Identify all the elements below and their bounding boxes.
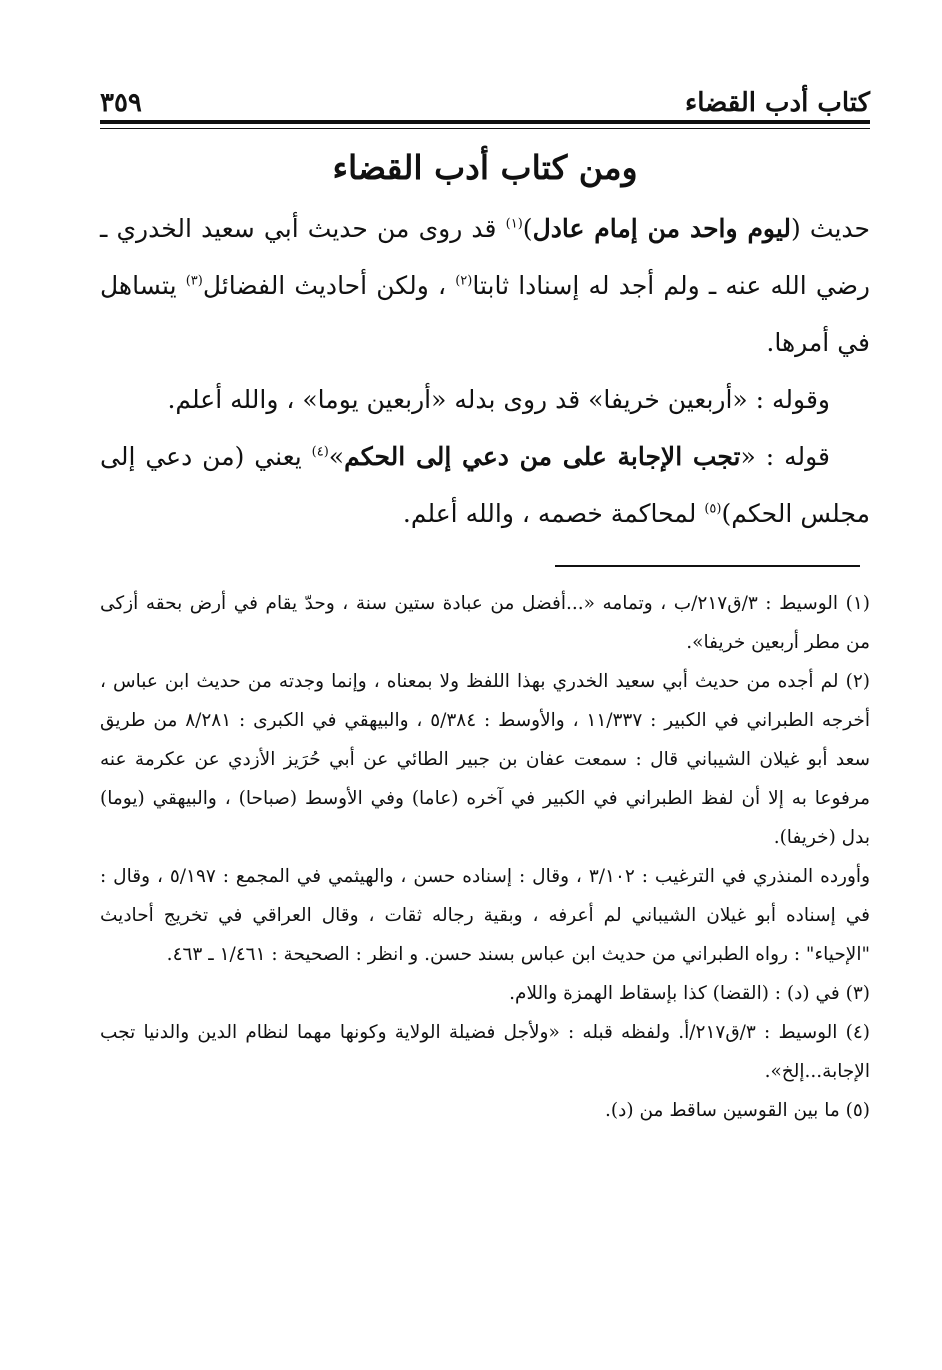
text-run: يعني (من دعي إلى مجلس الحكم) [100,442,870,528]
footnote-ref: (٥) [704,501,722,517]
text-run: يتساهل في أمرها. [100,271,870,357]
main-text [100,200,870,542]
hadith-quote: ليوم واحد من إمام عادل [532,214,792,243]
footnote-1: (١) الوسيط : ٣/ق٢١٧/ب ، وتمامه «...أفضل من عبادة ستين سنة ، وحدّ يقام في أرض بحقه أزكى من مطر أربعين خريفا». [100,593,870,653]
footnote-ref: (٣) [185,273,203,289]
hadith-quote: تجب الإجابة على من دعي إلى الحكم [344,442,741,471]
header-rule-thin [100,128,870,129]
footnote-ref: (٤) [311,444,329,460]
footnote-3: (٣) في (د) : (القضا) كذا بإسقاط الهمزة واللام. [509,983,870,1004]
footnote-4: (٤) الوسيط : ٣/ق٢١٧/أ. ولفظه قبله : «ولأجل فضيلة الولاية وكونها مهما لنظام الدين والدنيا تجب الإجابة...إلخ». [100,1022,870,1082]
page-number: ٣٥٩ [100,88,142,118]
running-title: كتاب أدب القضاء [685,88,870,118]
footnote-2: (٢) لم أجده من حديث أبي سعيد الخدري بهذا اللفظ ولا بمعناه ، وإنما وجدته من حديث ابن عباس ، أخرجه الطبراني في الكبير : ١١/٣٣٧ ، والأوسط : ٥/٣٨٤ ، والبيهقي في الكبرى : ٨/٢٨١ من طريق سعد أبو غيلان الشيباني قال : سمعت عفان بن جبير الطائي عن أبي حُرَيز الأزدي عن عكرمة عنه مرفوعا به إلا أن لفظ الطبراني في الكبير في آخره (عاما) وفي الأوسط (صباحا) ، والبيهقي (يوما) بدل (خريفا). [100,671,870,848]
paragraph-1 [100,200,870,371]
footnotes [100,584,870,1130]
text-run: » [328,442,345,471]
footnote-ref: (١) [505,216,523,232]
text-run: حديث ( [791,214,870,243]
text-run: لمحاكمة خصمه ، والله أعلم. [402,499,705,528]
text-run: قوله : « [740,442,831,471]
paragraph-2: وقوله : «أربعين خريفا» قد روى بدله «أربعين يوما» ، والله أعلم. [167,385,830,414]
paragraph-3 [100,428,870,542]
running-header [100,78,870,118]
text-run: ) [522,214,533,243]
footnote-5: (٥) ما بين القوسين ساقط من (د). [605,1100,870,1121]
text-run: ، ولكن أحاديث الفضائل [202,271,456,300]
footnote-ref: (٢) [455,273,473,289]
footnote-2-continuation: وأورده المنذري في الترغيب : ٣/١٠٢ ، وقال : إسناده حسن ، والهيثمي في المجمع : ٥/١٩٧ ، وقال : في إسناده أبو غيلان الشيباني لم أعرفه ، وبقية رجاله ثقات ، وقال العراقي في تخريج أحاديث "الإحياء" : رواه الطبراني من حديث ابن عباس بسند حسن. و انظر : الصحيحة : ١/٤٦١ ـ ٤٦٣. [100,866,870,965]
text-run: قد روى من حديث أبي سعيد الخدري ـ رضي الله عنه ـ ولم أجد له إسنادا ثابتا [100,214,870,300]
header-rule-thick [100,120,870,124]
footnote-separator [555,565,860,567]
section-title: ومن كتاب أدب القضاء [332,148,638,187]
